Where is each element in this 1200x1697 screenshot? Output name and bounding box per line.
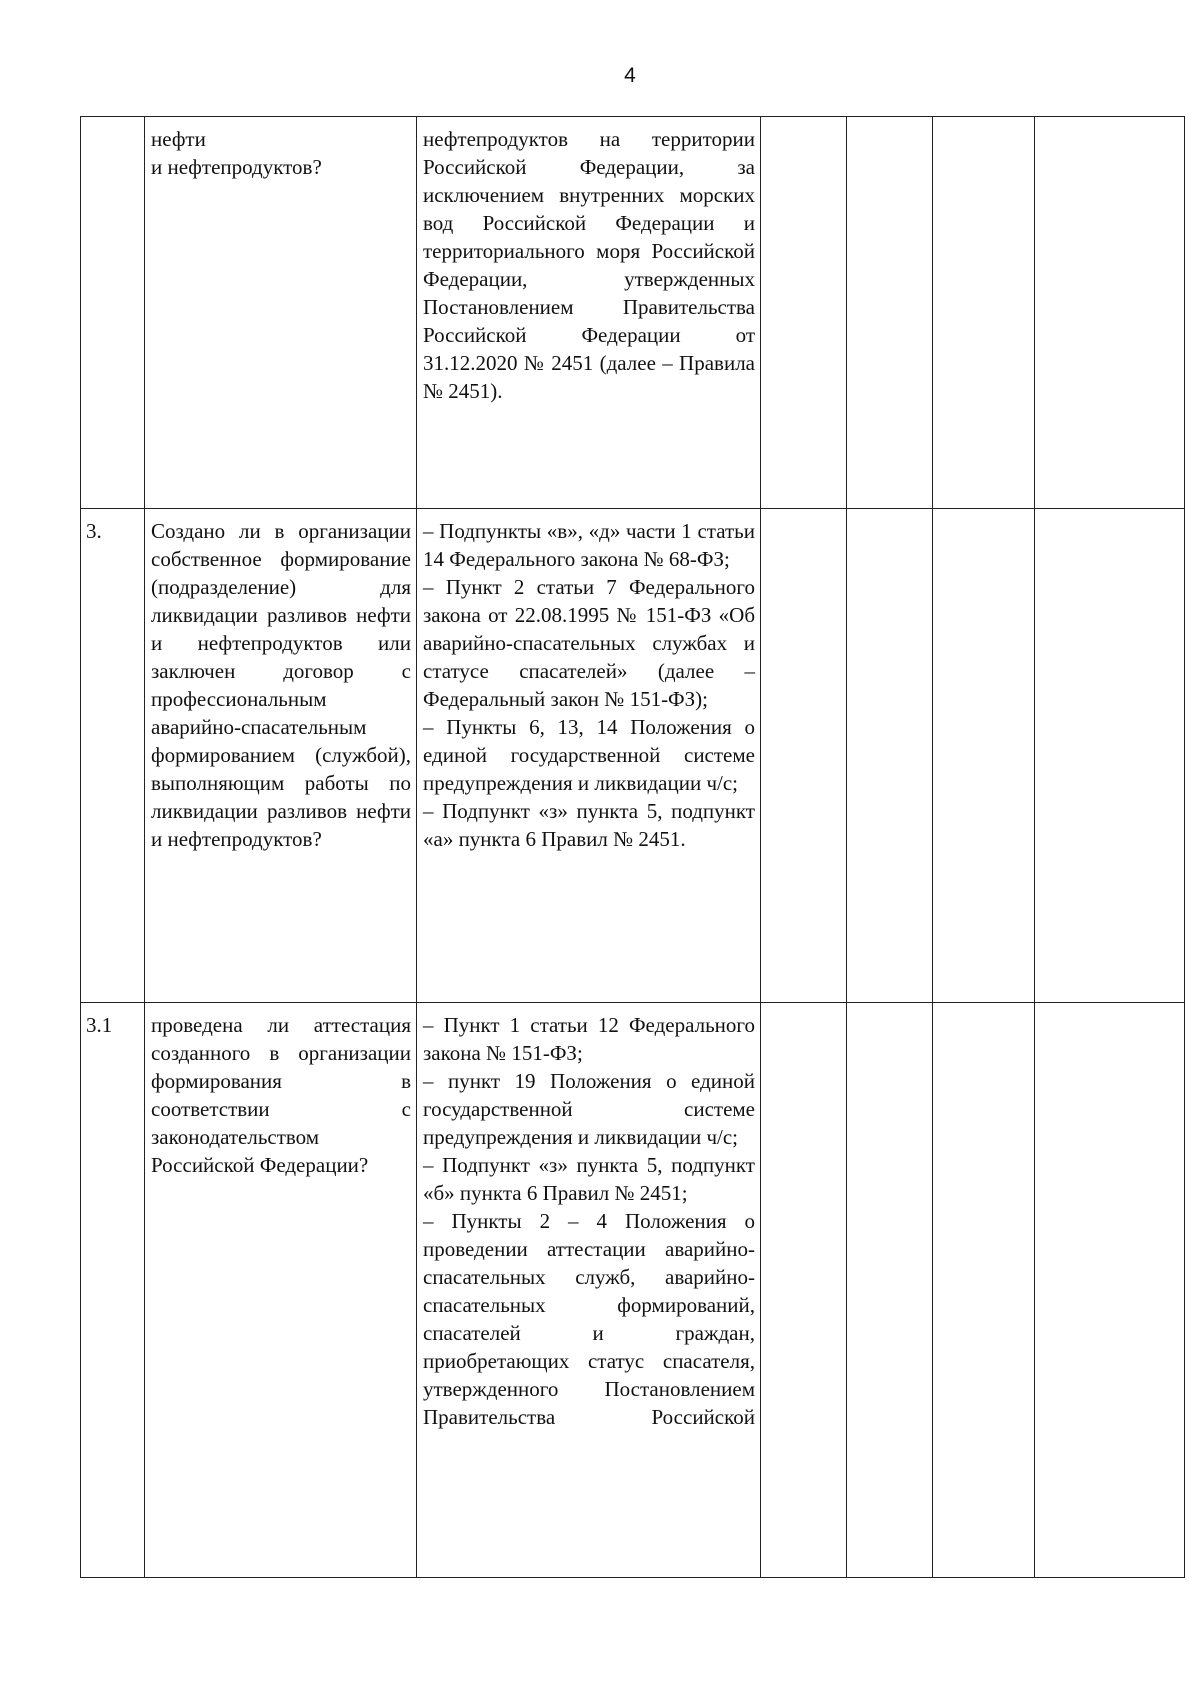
answer-no-cell	[847, 509, 933, 1003]
references-cell	[417, 1003, 761, 1578]
answer-na-cell	[933, 509, 1035, 1003]
table-row	[81, 509, 1185, 1003]
page-number: 4	[624, 64, 636, 87]
row-number-cell: 3.1	[81, 1003, 145, 1578]
question-cell	[145, 1003, 417, 1578]
answer-no-cell	[847, 1003, 933, 1578]
question-line: и нефтепродуктов?	[151, 155, 322, 179]
question-line: Создано ли в организации собственное формирование (подразделение) для ликвидации разливов нефти и нефтепродуктов или заключен договор с профессиональным аварийно-спасательным формированием (службой), выполняющим работы по ликвидации разливов нефти и нефтепродуктов?	[151, 519, 411, 851]
question-cell	[145, 117, 417, 509]
references-cell	[417, 509, 761, 1003]
table-row	[81, 117, 1185, 509]
row-number-cell: 3.	[81, 509, 145, 1003]
answer-na-cell	[933, 117, 1035, 509]
reference-item: – Пункты 2 – 4 Положения о проведении аттестации аварийно-спасательных служб, аварийно-спасательных формирований, спасателей и граждан, приобретающих статус спасателя, утвержденного Постановлением Правительства Российской	[423, 1209, 755, 1429]
answer-yes-cell	[761, 1003, 847, 1578]
reference-item: – Пункты 6, 13, 14 Положения о единой государственной системе предупреждения и ликвидации ч/с;	[423, 715, 755, 795]
checklist-table	[80, 116, 1185, 1578]
question-cell	[145, 509, 417, 1003]
table-row	[81, 1003, 1185, 1578]
reference-item: – Пункт 2 статьи 7 Федерального закона от 22.08.1995 № 151-ФЗ «Об аварийно-спасательных службах и статусе спасателей» (далее – Федеральный закон № 151-ФЗ);	[423, 575, 755, 711]
reference-item: – Подпункты «в», «д» части 1 статьи 14 Федерального закона № 68-ФЗ;	[423, 519, 755, 571]
question-line: нефти	[151, 127, 206, 151]
answer-yes-cell	[761, 117, 847, 509]
row-number-cell	[81, 117, 145, 509]
notes-cell	[1035, 509, 1185, 1003]
notes-cell	[1035, 1003, 1185, 1578]
references-cell	[417, 117, 761, 509]
reference-item: – Подпункт «з» пункта 5, подпункт «б» пункта 6 Правил № 2451;	[423, 1153, 755, 1205]
reference-item: – Подпункт «з» пункта 5, подпункт «а» пункта 6 Правил № 2451.	[423, 799, 755, 851]
notes-cell	[1035, 117, 1185, 509]
answer-no-cell	[847, 117, 933, 509]
reference-item: – пункт 19 Положения о единой государственной системе предупреждения и ликвидации ч/с;	[423, 1069, 755, 1149]
question-line: проведена ли аттестация созданного в организации формирования в соответствии с законодательством Российской Федерации?	[151, 1013, 411, 1177]
reference-item: – Пункт 1 статьи 12 Федерального закона № 151-ФЗ;	[423, 1013, 755, 1065]
answer-yes-cell	[761, 509, 847, 1003]
answer-na-cell	[933, 1003, 1035, 1578]
reference-item: нефтепродуктов на территории Российской Федерации, за исключением внутренних морских вод Российской Федерации и территориального моря Российской Федерации, утвержденных Постановлением Правительства Российской Федерации от 31.12.2020 № 2451 (далее – Правила № 2451).	[423, 127, 755, 403]
